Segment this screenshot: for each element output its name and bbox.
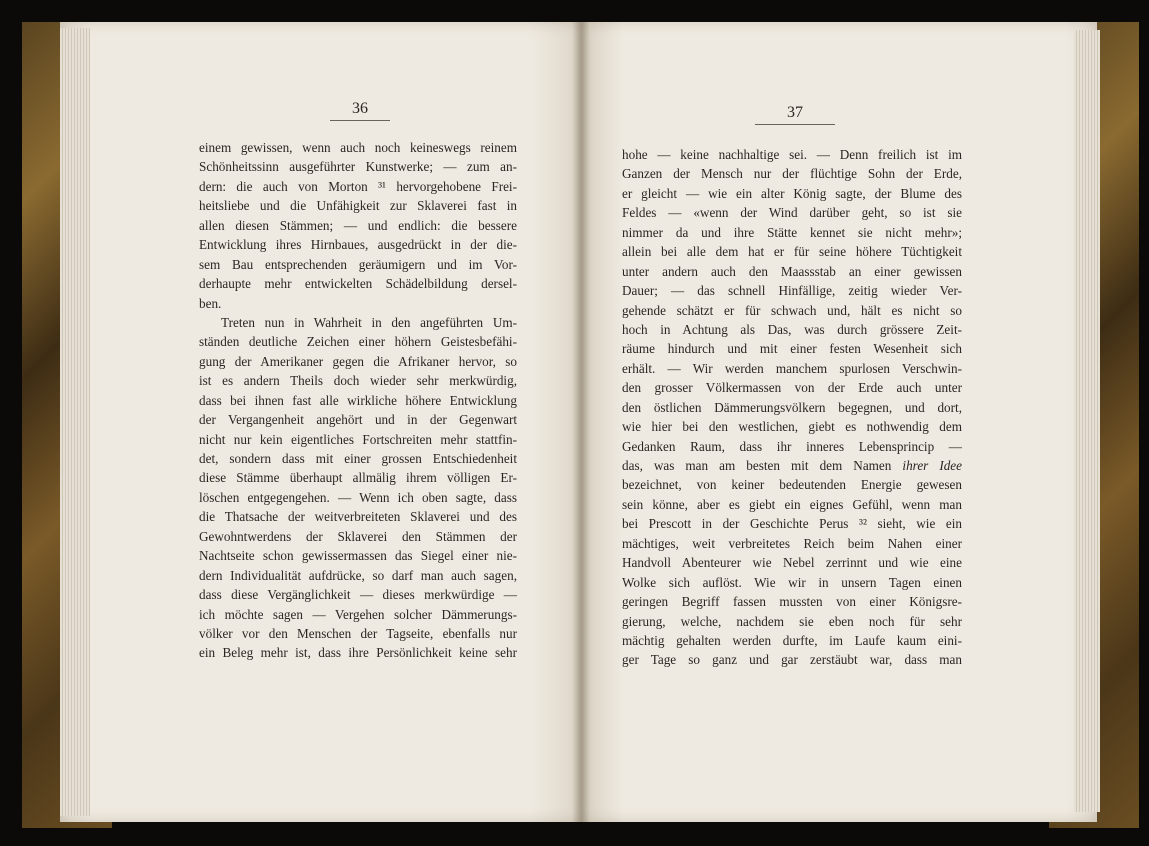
- text-line: Nachtseite schon gewissermassen das Siegel einer nie-: [199, 548, 517, 564]
- text-line: ger Tage so ganz und gar zerstäubt war, dass man: [622, 652, 962, 668]
- text-line: Ganzen der Mensch nur der flüchtige Sohn der Erde,: [622, 166, 962, 182]
- text-line: gung der Amerikaner gegen die Afrikaner hervor, so: [199, 353, 517, 369]
- text-line: bei Prescott in der Geschichte Perus ³² sieht, wie ein: [622, 516, 962, 532]
- text-line: bezeichnet, von keiner bedeutenden Energie gewesen: [622, 477, 962, 493]
- text-line: mächtig gehalten werden durfte, im Laufe kaum eini-: [622, 632, 962, 648]
- text-line: Wolke sich auflöst. Wie wir in unsern Tagen einen: [622, 574, 962, 590]
- text-line: der Vergangenheit angehört und in der Gegenwart: [199, 412, 517, 428]
- italic-phrase: ihrer Idee: [902, 458, 963, 473]
- text-line: völker vor den Menschen der Tagseite, ebenfalls nur: [199, 625, 517, 641]
- text-line: räume hindurch und mit einer festen Wesenheit sich: [622, 341, 962, 357]
- text-line: löschen entgegengehen. — Wenn ich oben sagte, dass: [199, 489, 517, 505]
- text-line: dass diese Vergänglichkeit — dieses merkwürdige —: [199, 587, 517, 603]
- text-line: derhaupte mehr entwickelten Schädelbildung dersel-: [199, 276, 517, 292]
- text-line: allein bei alle dem hat er für seine höhere Tüchtigkeit: [622, 244, 962, 260]
- text-line: Dauer; — das schnell Hinfällige, zeitig wieder Ver-: [622, 283, 962, 299]
- text-line: sem Bau entsprechenden geräumigern und im Vor-: [199, 256, 517, 272]
- book-gutter: [572, 22, 590, 822]
- text-line: den östlichen Dämmerungsvölkern begegnen, und dort,: [622, 399, 962, 415]
- text-line: hohe — keine nachhaltige sei. — Denn freilich ist im: [622, 147, 962, 162]
- right-page-number-rule: [755, 124, 835, 125]
- right-page-number: [755, 104, 835, 125]
- text-line: wie hier bei den westlichen, giebt es nothwendig dem: [622, 419, 962, 435]
- text-line: allen diesen Stämmen; — und endlich: die bessere: [199, 217, 517, 233]
- text-line: Gedanken Raum, dass ihr inneres Lebensprincip —: [622, 438, 962, 454]
- left-page-number-rule: [330, 120, 390, 121]
- left-page-edges: [60, 28, 90, 816]
- text-line: den grosser Völkermassen von der Erde auch unter: [622, 380, 962, 396]
- text-line: sein könne, aber es giebt ein eignes Gefühl, wenn man: [622, 496, 962, 512]
- text-line: ein Beleg mehr ist, dass ihre Persönlichkeit keine sehr: [199, 645, 517, 661]
- text-line: Treten nun in Wahrheit in den angeführten Um-: [221, 314, 517, 330]
- left-page-number-text: 36: [352, 100, 368, 117]
- text-line: die Thatsache der weitverbreiteten Sklaverei und des: [199, 509, 517, 525]
- right-page-number-text: 37: [787, 104, 803, 121]
- text-line: Schönheitssinn ausgeführter Kunstwerke; — zum an-: [199, 159, 517, 175]
- text-line: diese Stämme überhaupt allmälig ihrem völligen Er-: [199, 470, 517, 486]
- right-page-edges: [1074, 30, 1100, 812]
- text-line: Gewohntwerdens der Sklaverei den Stämmen der: [199, 528, 517, 544]
- text-line: dern Individualität aufdrücke, so darf man auch sagen,: [199, 567, 517, 583]
- text-line: dern: die auch von Morton ³¹ hervorgehobene Frei-: [199, 178, 517, 194]
- text-line: Feldes — «wenn der Wind darüber geht, so ist sie: [622, 205, 962, 221]
- text-fragment: das, was man am besten mit dem Namen: [622, 458, 892, 473]
- text-line: gehende schätzt er für schwach und, hält es nicht so: [622, 302, 962, 318]
- text-line: Entwicklung ihres Hirnbaues, ausgedrückt in der die-: [199, 237, 517, 253]
- text-line: hoch in Achtung als Das, was durch grössere Zeit-: [622, 321, 962, 337]
- text-line: det, sondern dass mit einer grossen Entschiedenheit: [199, 451, 517, 466]
- text-line: ständen deutliche Zeichen einer höhern Geistesbefähi-: [199, 334, 517, 350]
- text-line: geringen Begriff fassen mussten von einer Königsre-: [622, 594, 962, 610]
- right-page-text: [622, 145, 962, 670]
- left-page-text: [199, 138, 517, 663]
- text-line: unter andern auch den Maassstab an einer gewissen: [622, 263, 962, 279]
- text-line: ben.: [199, 295, 222, 311]
- text-line: dass bei ihnen fast alle wirkliche höhere Entwicklung: [199, 392, 517, 408]
- text-line: ist es andern Theils doch wieder sehr merkwürdig,: [199, 373, 517, 389]
- text-line: einem gewissen, wenn auch noch keineswegs reinem: [199, 140, 517, 155]
- text-line: erhält. — Wir werden manchem spurlosen Verschwin-: [622, 360, 962, 376]
- text-line-with-italic: [622, 456, 962, 475]
- text-line: ich möchte sagen — Vergehen solcher Dämmerungs-: [199, 606, 517, 622]
- text-line: Handvoll Abenteurer wie Nebel zerrinnt und wie eine: [622, 555, 962, 571]
- text-line: nimmer da und ihre Stätte kennet sie nicht mehr»;: [622, 224, 962, 240]
- text-line: nicht nur kein eigentliches Fortschreiten mehr stattfin-: [199, 431, 517, 447]
- text-line: heitsliebe und die Unfähigkeit zur Sklaverei fast in: [199, 198, 517, 214]
- text-line: gierung, welche, nachdem sie eben noch für sehr: [622, 613, 962, 629]
- text-line: mächtiges, weit verbreitetes Reich beim Nahen einer: [622, 535, 962, 551]
- text-line: er gleicht — wie ein alter König sagte, der Blume des: [622, 185, 962, 201]
- left-page-number: [330, 100, 390, 121]
